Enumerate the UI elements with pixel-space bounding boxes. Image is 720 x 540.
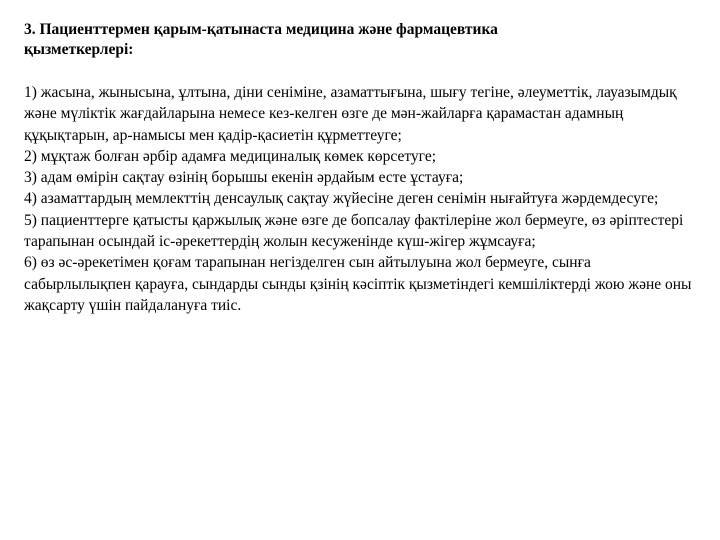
list-item: 3) адам өмірін сақтау өзінің борышы екенін әрдайым есте ұстауға;	[24, 169, 464, 187]
list-item: 4) азаматтардың мемлекттің денсаулық сақтау жүйесіне деген сенімін нығайтуға жәрдемдесуге;	[24, 190, 659, 208]
list-item: 6) өз әс-әрекетімен қоғам тарапынан негізделген сын айтылуына жол бермеуге, сынға сабырлылықпен қарауға, сындарды сынды қзінің кәсіптік қызметіндегі кемшіліктерді жою және оны жақсарту үшін пайдалануға тиіс.	[24, 254, 692, 314]
document-heading: 3. Пациенттермен қарым-қатынаста медицина және фармацевтика қызметкерлері:	[24, 21, 498, 58]
list-item: 2) мұқтаж болған әрбір адамға медициналық көмек көрсетуге;	[24, 147, 437, 165]
list-item: 1) жасына, жынысына, ұлтына, діни сеніміне, азаматтығына, шығу тегіне, әлеуметтік, лауазымдық және мүліктік жағдайларына немесе кез-келген өзге де мән-жайларға қарамастан адамның құқықтарын, ар-намысы мен қадір-қасиетін құрметтеуге;	[24, 84, 677, 144]
list-item: 5) пациенттерге қатысты қаржылық және өзге де бопсалау фактілеріне жол бермеуге, өз әріптестері тарапынан осындай іс-әрекеттердің жолын кесуженінде күш-жігер жұмсауға;	[24, 211, 684, 251]
document-body	[24, 82, 696, 316]
